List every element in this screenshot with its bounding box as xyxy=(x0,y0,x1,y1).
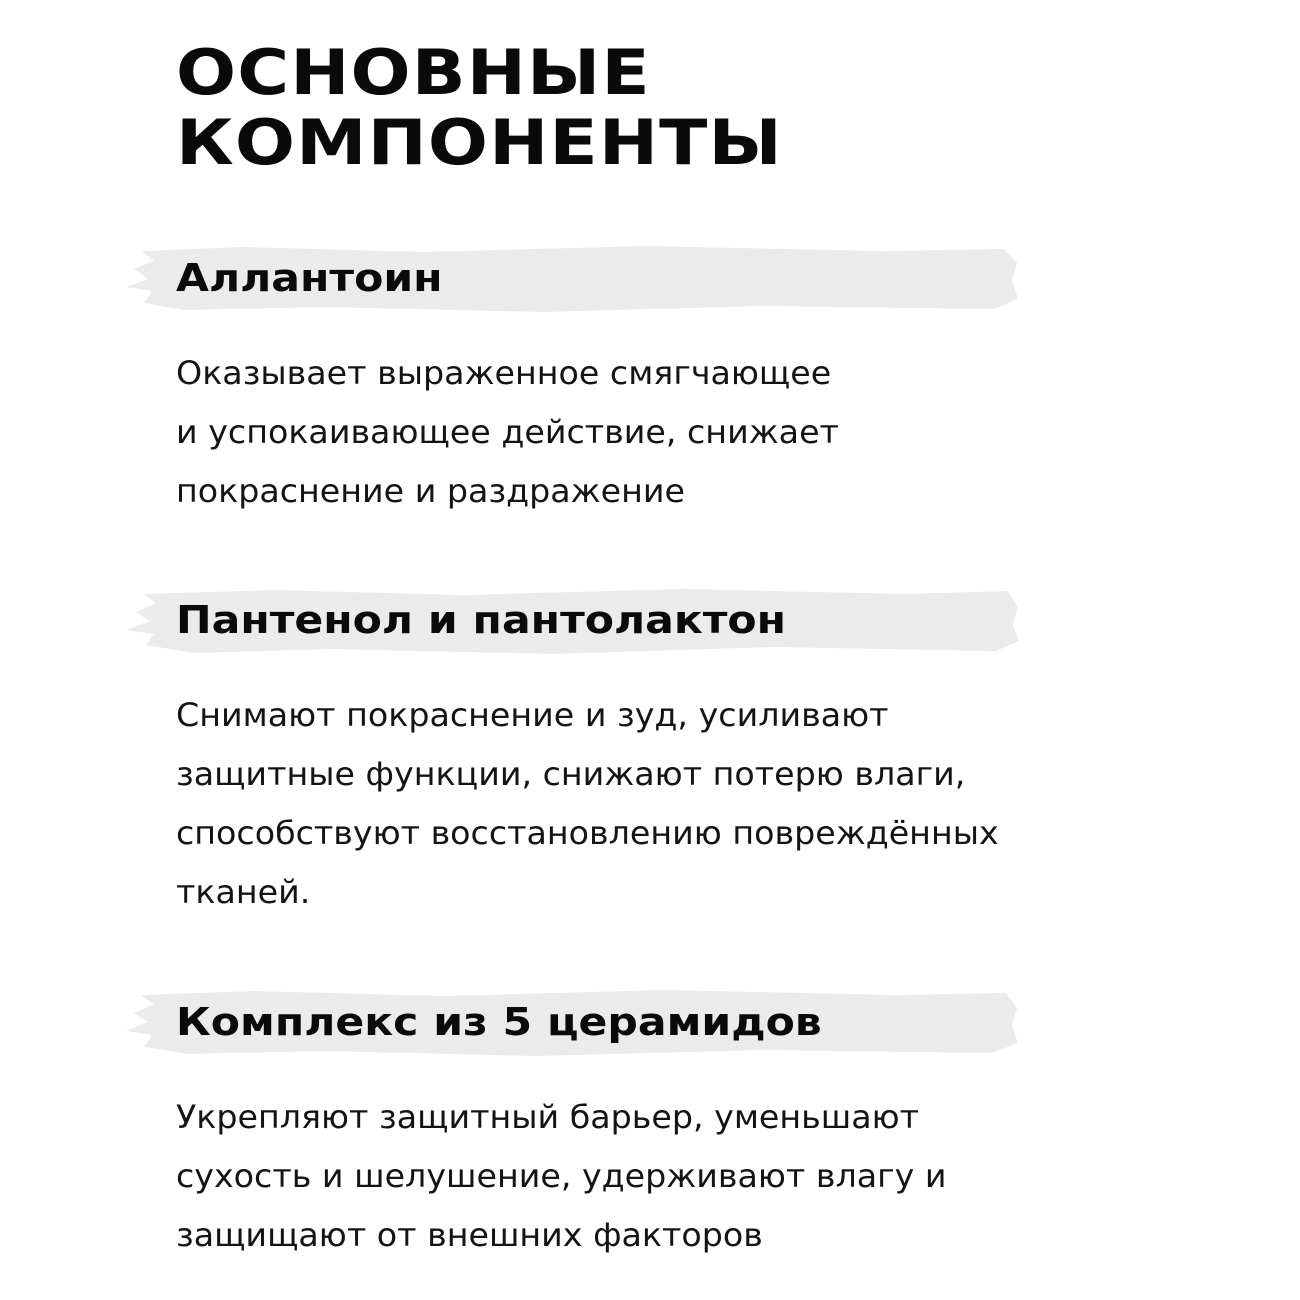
page-title-line-1: ОСНОВНЫЕ xyxy=(176,36,651,109)
description-line: Снимают покраснение и зуд, усиливают xyxy=(176,696,889,734)
section-description xyxy=(176,686,999,922)
section-description xyxy=(176,344,839,521)
description-line: и успокаивающее действие, снижает xyxy=(176,413,839,451)
section-heading: Пантенол и пантолактон xyxy=(176,598,787,642)
description-line: способствуют восстановлению повреждённых xyxy=(176,814,999,852)
page-title xyxy=(176,38,783,178)
description-line: Укрепляют защитный барьер, уменьшают xyxy=(176,1098,920,1136)
description-line: покраснение и раздражение xyxy=(176,472,685,510)
page-title-line-2: КОМПОНЕНТЫ xyxy=(176,106,783,179)
section-heading: Аллантоин xyxy=(176,256,443,300)
description-line: защищают от внешних факторов xyxy=(176,1216,763,1254)
section-description xyxy=(176,1088,947,1265)
description-line: Оказывает выраженное смягчающее xyxy=(176,354,832,392)
description-line: сухость и шелушение, удерживают влагу и xyxy=(176,1157,947,1195)
description-line: защитные функции, снижают потерю влаги, xyxy=(176,755,966,793)
section-heading: Комплекс из 5 церамидов xyxy=(176,1000,822,1044)
description-line: тканей. xyxy=(176,873,311,911)
